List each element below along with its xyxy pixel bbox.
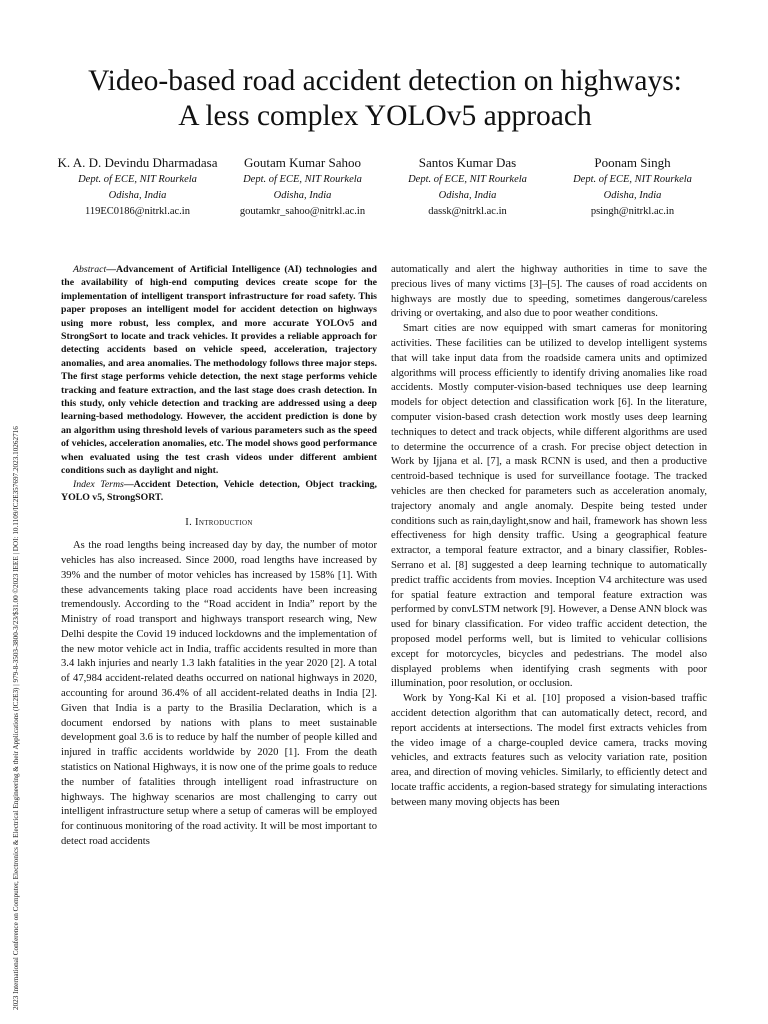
- title-line-2: A less complex YOLOv5 approach: [178, 100, 592, 132]
- author-location: Odisha, India: [108, 190, 167, 201]
- index-terms: [61, 478, 377, 505]
- body-paragraph: As the road lengths being increased day by day, the number of motor vehicles has also increased. Since 2000, road lengths have increased by 39% and the number of motor vehicles has increased by 158% [1]. With these advancements taking place road accidents have been increasing tremendously. According to the “Road accident in India” report by the Ministry of road transport and highways transport research wing, New Delhi despite the Covid 19 induced lockdowns and the implementation of the new motor vehicle act in India, traffic accidents resulted in more than 3.4 lakh injuries and nearly 1.3 lakh fatalities in the year 2020 [2]. A total of 47,984 accident-related deaths occurred on national highways in 2020, accounting for around 36.4% of all accident-related deaths in India [2]. Given that India is a party to the Brasilia Declaration, which is a document endorsed by nations with plans to meet sustainable development goal 3.6 is to reduce by half the number of people killed and injured in traffic accidents worldwide by 2020 [1]. From the death statistics on National Highways, it is now one of the prime goals to reduce the number of fatalities through intelligent road infrastructure on highways. The highway scenarios are most challenging to carry out intelligent infrastructure setup where a setup of cameras will be employed for continuous monitoring of the road activity. It will be most important to detect road accidents: [61, 540, 377, 848]
- author-dept: Dept. of ECE, NIT Rourkela: [243, 174, 362, 185]
- author-dept: Dept. of ECE, NIT Rourkela: [78, 174, 197, 185]
- title-line-1: Video-based road accident detection on highways:: [88, 65, 682, 97]
- author-email: psingh@nitrkl.ac.in: [590, 206, 675, 217]
- author-1: [55, 154, 220, 220]
- margin-doi-note: 2023 International Conference on Computer, Electronics & Electrical Engineering & their Applications (IC2E3) | 979-8-3503-3800-3/23/$31.00 ©2023 IEEE | DOI: 10.1109/IC2E357697.2023.10262716: [12, 426, 20, 1010]
- index-terms-text: —Accident Detection, Vehicle detection, Object tracking, YOLO v5, StrongSORT.: [61, 478, 377, 503]
- author-email: 119EC0186@nitrkl.ac.in: [85, 206, 190, 217]
- body-paragraph: Smart cities are now equipped with smart cameras for monitoring activities. These facilities can be utilized to develop intelligent systems that will take input data from the roadside camera units and optimized algorithms will process efficiently to identify driving anomalies like road accidents. Mostly computer-vision-based techniques use deep learning models for object detection and classification work [6]. In the literature, computer vision-based crash detection work mostly uses deep learning techniques to detect and track objects, while different algorithms are used to determine the occurrence of a crash. For precise object detection in Work by Ijjana et al. [7], a mask RCNN is used, and then a productive centroid-based technique is used for surveillance footage. The tracked vehicles are then checked for parameters such as acceleration anomaly, trajectory anomaly and angle anomaly. Despite being tested under conditions such as rain,daylight,snow and hail, framework has shown less effectiveness for high density traffic. Using a geographical feature extractor, a temporal feature extractor, and a binary classifier, Robles-Serrano et al. [8] suggested a deep learning technique to automatically predict traffic accidents from movies. Inception V4 architecture was used for spatial feature extraction and temporal feature extraction was performed by convLSTM network [9]. However, a Dense ANN block was used for binary classification. For video traffic accident detection, the proposed model performs well, but is limited to vehicular collisions except for motorcycles, bicycles and pedestrians. The model also displayed problems when identifying crash segments with poor illumination, poor resolution, or occlusion.: [391, 323, 707, 690]
- abstract-label: Abstract: [73, 264, 107, 275]
- author-email: goutamkr_sahoo@nitrkl.ac.in: [239, 206, 366, 217]
- author-location: Odisha, India: [603, 190, 662, 201]
- author-location: Odisha, India: [273, 190, 332, 201]
- abstract-text: —Advancement of Artificial Intelligence (AI) technologies and the availability of high-end computing devices create scope for the implementation of intelligent transport infrastructure for road safety. This paper proposes an intelligent model for accident detection on highways using more robust, less complex, and more accurate YOLOv5 and StrongSort to locate and track vehicles. It provides a reliable approach for detecting accidents based on vehicle speed, acceleration, trajectory anomalies, and area anomalies. The methodology follows three major steps. The first stage performs vehicle detection, the next stage performs vehicle tracking and feature extraction, and the last stage does crash detection. In this study, only vehicle detection and tracking are addressed using a deep learning-based methodology. However, the accident prediction is done by an algorithm using threshold levels of various parameters such as the speed of vehicles, acceleration anomalies, etc. The model shows good performance when evaluated using the test crash videos under different ambient conditions such as daylight and night.: [61, 264, 377, 477]
- right-column: [391, 263, 707, 810]
- author-4: [550, 154, 715, 220]
- body-paragraph: Work by Yong-Kal Ki et al. [10] proposed a vision-based traffic accident detection algorithm that can automatically detect, record, and report accidents at intersections. The model first extracts vehicles from the video image of a charge-coupled device camera, tracks moving vehicles, and extracts features such as velocity variation rate, position area, and direction of moving vehicles. Similarly, to efficiently detect and locate traffic accidents, a region-based strategy for simulating interactions between many moving objects has been: [391, 693, 707, 808]
- author-name: Poonam Singh: [594, 155, 671, 170]
- author-2: [220, 154, 385, 220]
- author-location: Odisha, India: [438, 190, 497, 201]
- author-email: dassk@nitrkl.ac.in: [428, 206, 507, 217]
- paper-title: [40, 64, 730, 134]
- left-column: [61, 263, 377, 850]
- author-name: Goutam Kumar Sahoo: [244, 155, 361, 170]
- body-paragraph: automatically and alert the highway authorities in time to save the precious lives of many victims [3]–[5]. The causes of road accidents on highways are mostly due to speeding, sometimes dangerous/careless driving or overtaking, and also due to poor weather conditions.: [391, 264, 707, 320]
- index-terms-label: Index Terms: [73, 478, 124, 490]
- abstract: [61, 263, 377, 478]
- author-name: K. A. D. Devindu Dharmadasa: [57, 155, 218, 170]
- author-3: [385, 154, 550, 220]
- author-dept: Dept. of ECE, NIT Rourkela: [573, 174, 692, 185]
- author-block: [55, 154, 715, 220]
- section-heading: I. Introduction: [185, 517, 253, 529]
- author-name: Santos Kumar Das: [418, 155, 517, 170]
- author-dept: Dept. of ECE, NIT Rourkela: [408, 174, 527, 185]
